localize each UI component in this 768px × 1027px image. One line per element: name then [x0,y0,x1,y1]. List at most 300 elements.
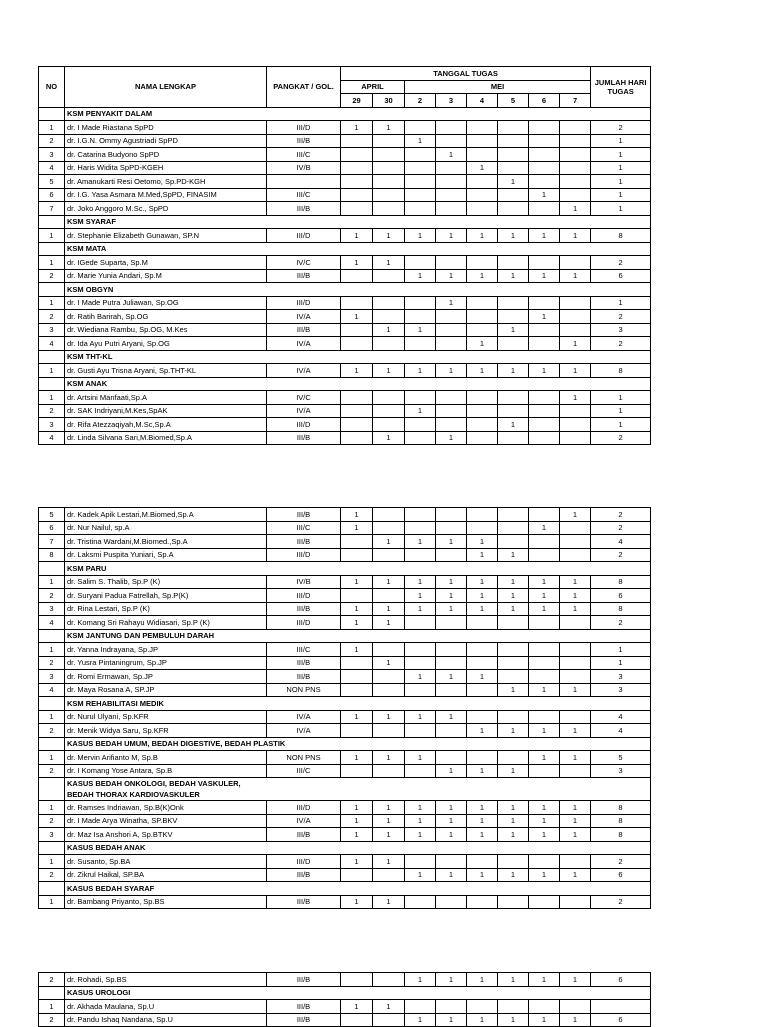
doctor-name: dr. Romi Ermawan, Sp.JP [65,670,267,684]
section-title-line: KSM REHABILITASI MEDIK [67,698,164,708]
total-days-cell: 2 [591,895,651,909]
doctor-name: dr. Haris Widita SpPD-KGEH [65,161,267,175]
duty-day-cell: 1 [373,364,405,378]
duty-day-cell [436,161,467,175]
duty-day-cell: 1 [373,1000,405,1014]
duty-day-cell: 1 [498,801,529,815]
table-row [39,670,651,684]
duty-day-cell [373,1013,405,1027]
duty-day-cell [498,1000,529,1014]
duty-day-cell [467,310,498,324]
rank-cell: III/D [267,855,341,869]
duty-day-cell [560,670,591,684]
rank-cell: III/C [267,643,341,657]
duty-day-cell [498,161,529,175]
section-row [39,242,651,256]
duty-day-cell [373,643,405,657]
duty-day-cell: 1 [373,121,405,135]
duty-day-cell [560,256,591,270]
duty-day-cell: 1 [405,364,436,378]
row-number: 1 [39,801,65,815]
duty-day-cell: 1 [436,431,467,445]
duty-day-cell: 1 [341,828,373,842]
row-number: 3 [39,148,65,162]
row-number: 3 [39,670,65,684]
total-days-cell: 2 [591,431,651,445]
duty-roster-table-page3 [38,972,651,1027]
duty-day-cell [560,548,591,562]
table-row [39,683,651,697]
duty-day-cell: 1 [373,656,405,670]
total-days-cell: 8 [591,828,651,842]
duty-day-cell: 1 [341,801,373,815]
duty-day-cell: 1 [373,256,405,270]
doctor-name: dr. Artsini Manfaati,Sp.A [65,391,267,405]
duty-day-cell [529,431,560,445]
duty-day-cell [341,656,373,670]
section-no-cell [39,107,65,121]
duty-day-cell [560,616,591,630]
duty-day-cell [467,751,498,765]
rank-cell: IV/A [267,364,341,378]
duty-day-cell [529,855,560,869]
duty-day-cell: 1 [436,1013,467,1027]
section-row [39,697,651,711]
section-no-cell [39,629,65,643]
table-row [39,895,651,909]
total-days-cell: 1 [591,188,651,202]
section-title [65,215,651,229]
table-row [39,656,651,670]
duty-day-cell: 1 [560,1013,591,1027]
duty-day-cell [498,391,529,405]
doctor-name: dr. Akhada Maulana, Sp.U [65,1000,267,1014]
duty-day-cell [498,643,529,657]
duty-day-cell: 1 [341,364,373,378]
rank-cell: III/B [267,535,341,549]
rank-cell: III/B [267,602,341,616]
row-number: 2 [39,134,65,148]
section-row [39,377,651,391]
section-title [65,882,651,896]
table-row [39,1000,651,1014]
rank-cell: III/D [267,589,341,603]
duty-day-cell [498,296,529,310]
duty-day-cell [373,724,405,738]
doctor-name: dr. Rifa Atezzaqiyah,M.Sc,Sp.A [65,418,267,432]
section-title-line: KASUS BEDAH UMUM, BEDAH DIGESTIVE, BEDAH PLASTIK [67,739,286,749]
section-no-cell [39,350,65,364]
duty-day-cell: 1 [341,643,373,657]
doctor-name: dr. Catarina Budyono SpPD [65,148,267,162]
duty-day-cell [467,391,498,405]
duty-day-cell: 1 [436,575,467,589]
doctor-name: dr. Ramses Indriawan, Sp.B(K)Onk [65,801,267,815]
duty-day-cell [529,548,560,562]
duty-day-cell: 1 [560,364,591,378]
duty-day-cell [529,418,560,432]
section-title-line: KSM ANAK [67,379,108,389]
duty-day-cell: 1 [467,868,498,882]
row-number: 5 [39,175,65,189]
duty-day-cell [405,391,436,405]
duty-day-cell: 1 [498,548,529,562]
duty-day-cell [467,855,498,869]
duty-day-cell: 1 [405,229,436,243]
rank-cell: NON PNS [267,683,341,697]
duty-day-cell [467,175,498,189]
duty-day-cell [529,161,560,175]
total-days-cell: 6 [591,868,651,882]
duty-day-cell [436,418,467,432]
rank-cell: IV/B [267,575,341,589]
duty-day-cell [498,656,529,670]
duty-day-cell [373,508,405,522]
duty-day-cell: 1 [560,589,591,603]
doctor-name: dr. I.G. Yasa Asmara M.Med,SpPD, FINASIM [65,188,267,202]
table-row [39,973,651,987]
rank-cell: III/B [267,828,341,842]
duty-day-cell: 1 [529,751,560,765]
duty-day-cell: 1 [405,868,436,882]
duty-day-cell [467,418,498,432]
duty-day-cell [560,148,591,162]
duty-day-cell: 1 [373,801,405,815]
total-days-cell: 8 [591,602,651,616]
duty-day-cell [405,310,436,324]
duty-day-cell: 1 [436,868,467,882]
duty-day-cell: 1 [498,1013,529,1027]
doctor-name: dr. SAK Indriyani,M.Kes,SpAK [65,404,267,418]
section-title-line: KSM SYARAF [67,217,116,227]
section-title-line: KSM OBGYN [67,284,114,294]
total-days-cell: 1 [591,161,651,175]
duty-day-cell [529,337,560,351]
table-row [39,508,651,522]
rank-cell: IV/C [267,256,341,270]
duty-day-cell [373,973,405,987]
duty-day-cell [467,508,498,522]
duty-day-cell [341,431,373,445]
total-days-cell: 2 [591,508,651,522]
duty-day-cell: 1 [498,814,529,828]
rank-cell: III/B [267,868,341,882]
duty-roster-table-page1 [38,66,651,445]
duty-day-cell: 1 [373,855,405,869]
duty-day-cell [436,337,467,351]
duty-day-cell: 1 [467,269,498,283]
duty-day-cell: 1 [436,973,467,987]
duty-day-cell: 1 [436,828,467,842]
total-days-cell: 2 [591,256,651,270]
doctor-name: dr. Amanukarti Resi Oetomo, Sp.PD-KGH [65,175,267,189]
duty-day-cell: 1 [529,602,560,616]
duty-day-cell [467,256,498,270]
duty-day-cell: 1 [436,148,467,162]
duty-day-cell: 1 [436,710,467,724]
duty-day-cell [498,670,529,684]
rank-cell: III/B [267,323,341,337]
duty-day-cell [529,148,560,162]
doctor-name: dr. I Komang Yose Antara, Sp.B [65,764,267,778]
duty-day-cell [373,148,405,162]
doctor-name: dr. Yanna Indrayana, Sp.JP [65,643,267,657]
table-row [39,643,651,657]
duty-day-cell [405,296,436,310]
duty-day-cell: 1 [529,229,560,243]
duty-day-cell: 1 [405,973,436,987]
duty-day-cell: 1 [467,602,498,616]
duty-day-cell: 1 [341,855,373,869]
duty-day-cell: 1 [529,310,560,324]
total-days-cell: 3 [591,764,651,778]
section-title [65,737,651,751]
duty-day-cell [341,269,373,283]
duty-day-cell: 1 [373,751,405,765]
header-day: 6 [529,94,560,108]
total-days-cell: 4 [591,724,651,738]
duty-day-cell [529,895,560,909]
duty-day-cell: 1 [498,764,529,778]
duty-day-cell [498,134,529,148]
duty-day-cell: 1 [341,256,373,270]
duty-day-cell: 1 [498,364,529,378]
duty-day-cell [405,683,436,697]
duty-day-cell [560,656,591,670]
section-title-line: KSM PENYAKIT DALAM [67,109,153,119]
section-title-line: BEDAH THORAX KARDIOVASKULER [67,790,200,799]
total-days-cell: 3 [591,323,651,337]
row-number: 1 [39,895,65,909]
duty-day-cell [560,404,591,418]
rank-cell: III/B [267,1013,341,1027]
header-day: 30 [373,94,405,108]
duty-day-cell [373,418,405,432]
duty-day-cell [341,868,373,882]
table-row [39,801,651,815]
duty-day-cell [405,855,436,869]
total-days-cell: 2 [591,121,651,135]
duty-day-cell [529,656,560,670]
duty-day-cell: 1 [529,364,560,378]
duty-day-cell: 1 [341,814,373,828]
doctor-name: dr. Maya Rosana A, SP.JP [65,683,267,697]
doctor-name: dr. Zikrul Haikal, SP.BA [65,868,267,882]
duty-day-cell [436,521,467,535]
total-days-cell: 5 [591,751,651,765]
total-days-cell: 1 [591,643,651,657]
duty-day-cell [341,175,373,189]
table-row [39,868,651,882]
duty-day-cell: 1 [341,521,373,535]
duty-day-cell [529,296,560,310]
duty-day-cell: 1 [341,229,373,243]
duty-day-cell [498,404,529,418]
section-no-cell [39,697,65,711]
duty-day-cell: 1 [560,724,591,738]
duty-day-cell: 1 [529,724,560,738]
doctor-name: dr. Rina Lestari, Sp.P (K) [65,602,267,616]
duty-day-cell [373,670,405,684]
duty-day-cell [436,548,467,562]
duty-day-cell: 1 [467,724,498,738]
duty-day-cell: 1 [436,814,467,828]
duty-day-cell [467,121,498,135]
duty-day-cell [560,188,591,202]
duty-day-cell [560,535,591,549]
doctor-name: dr. Wiediana Rambu, Sp.OG, M.Kes [65,323,267,337]
duty-day-cell: 1 [405,602,436,616]
section-row [39,629,651,643]
doctor-name: dr. Rohadi, Sp.BS [65,973,267,987]
doctor-name: dr. Mervin Arifianto M, Sp.B [65,751,267,765]
doctor-name: dr. I.G.N. Ommy Agustriadi SpPD [65,134,267,148]
total-days-cell: 2 [591,337,651,351]
rank-cell: III/D [267,548,341,562]
doctor-name: dr. I Made Riastana SpPD [65,121,267,135]
doctor-name: dr. Maz Isa Anshori A, Sp.BTKV [65,828,267,842]
row-number: 2 [39,404,65,418]
row-number: 1 [39,710,65,724]
duty-day-cell [341,391,373,405]
duty-day-cell [560,643,591,657]
duty-day-cell: 1 [560,391,591,405]
duty-day-cell [498,431,529,445]
doctor-name: dr. Pandu Ishaq Nandana, Sp.U [65,1013,267,1027]
header-day: 7 [560,94,591,108]
duty-day-cell: 1 [529,188,560,202]
total-days-cell: 3 [591,683,651,697]
duty-day-cell [498,751,529,765]
duty-day-cell [560,1000,591,1014]
duty-day-cell [405,431,436,445]
duty-day-cell: 1 [467,548,498,562]
duty-day-cell: 1 [560,508,591,522]
duty-day-cell [373,161,405,175]
doctor-name: dr. IGede Suparta, Sp.M [65,256,267,270]
duty-day-cell [341,134,373,148]
duty-day-cell: 1 [405,269,436,283]
duty-day-cell [405,175,436,189]
duty-day-cell [341,724,373,738]
duty-day-cell [467,323,498,337]
rank-cell [267,175,341,189]
duty-day-cell [498,188,529,202]
duty-day-cell [529,121,560,135]
duty-day-cell [436,323,467,337]
duty-day-cell: 1 [373,710,405,724]
duty-day-cell [529,134,560,148]
duty-day-cell: 1 [498,602,529,616]
table-row [39,134,651,148]
total-days-cell: 1 [591,391,651,405]
duty-day-cell: 1 [341,310,373,324]
duty-day-cell: 1 [436,269,467,283]
total-days-cell: 8 [591,801,651,815]
duty-day-cell: 1 [436,602,467,616]
duty-day-cell: 1 [405,404,436,418]
duty-day-cell: 1 [560,202,591,216]
duty-day-cell: 1 [498,868,529,882]
total-days-cell: 2 [591,616,651,630]
duty-day-cell [467,895,498,909]
duty-day-cell [436,121,467,135]
total-days-cell: 8 [591,575,651,589]
rank-cell: III/C [267,188,341,202]
duty-day-cell: 1 [560,575,591,589]
duty-day-cell [436,751,467,765]
total-days-cell: 6 [591,269,651,283]
duty-day-cell [529,535,560,549]
duty-day-cell: 1 [373,431,405,445]
duty-day-cell: 1 [560,602,591,616]
doctor-name: dr. Yusra Pintaningrum, Sp.JP [65,656,267,670]
table-row [39,148,651,162]
duty-day-cell [436,683,467,697]
total-days-cell: 2 [591,310,651,324]
duty-day-cell [405,724,436,738]
duty-day-cell [341,548,373,562]
duty-day-cell [405,656,436,670]
duty-day-cell [560,175,591,189]
total-days-cell: 2 [591,548,651,562]
row-number: 1 [39,751,65,765]
doctor-name: dr. Stephanie Elizabeth Gunawan, SP.N [65,229,267,243]
duty-day-cell: 1 [560,229,591,243]
total-days-cell: 1 [591,175,651,189]
total-days-cell: 6 [591,1013,651,1027]
section-title [65,377,651,391]
duty-day-cell: 1 [436,801,467,815]
duty-day-cell: 1 [405,710,436,724]
duty-day-cell [498,202,529,216]
duty-day-cell [529,323,560,337]
duty-day-cell: 1 [341,616,373,630]
duty-day-cell [341,418,373,432]
row-number: 1 [39,855,65,869]
row-number: 2 [39,764,65,778]
duty-day-cell [405,256,436,270]
duty-day-cell [498,895,529,909]
duty-day-cell: 1 [436,670,467,684]
total-days-cell: 1 [591,404,651,418]
duty-day-cell: 1 [436,364,467,378]
section-no-cell [39,215,65,229]
duty-day-cell: 1 [498,828,529,842]
rank-cell: IV/A [267,710,341,724]
row-number: 1 [39,364,65,378]
duty-day-cell: 1 [405,535,436,549]
rank-cell: III/C [267,521,341,535]
duty-day-cell: 1 [341,602,373,616]
table-row [39,404,651,418]
section-title [65,562,651,576]
doctor-name: dr. Ida Ayu Putri Aryani, Sp.OG [65,337,267,351]
duty-day-cell: 1 [405,575,436,589]
duty-day-cell [373,296,405,310]
duty-day-cell [373,134,405,148]
total-days-cell: 3 [591,670,651,684]
row-number: 1 [39,121,65,135]
table-row [39,188,651,202]
duty-day-cell: 1 [467,535,498,549]
duty-day-cell [405,548,436,562]
rank-cell: III/D [267,121,341,135]
table-row [39,828,651,842]
duty-day-cell [405,764,436,778]
duty-day-cell: 1 [405,1013,436,1027]
doctor-name: dr. Bambang Priyanto, Sp.BS [65,895,267,909]
